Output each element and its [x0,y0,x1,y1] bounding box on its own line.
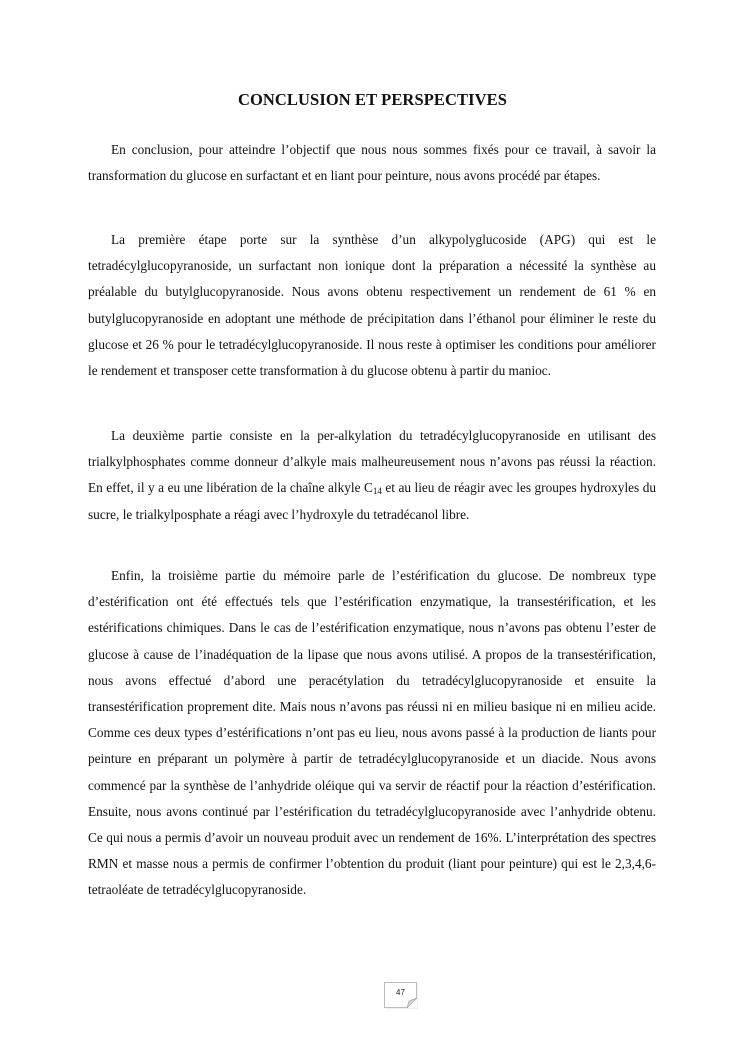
page-curl-icon [407,998,417,1008]
page-title: CONCLUSION ET PERSPECTIVES [237,90,508,109]
carbon-chain-subscript: 14 [372,486,382,497]
paragraph-first-step: La première étape porte sur la synthèse d’un alkypolyglucoside (APG) qui est le tetradécylglucopyranoside, un surfactant non ionique dont la préparation a nécessité la synthèse au préalable du butylglucopyranoside. Nous avons obtenu respectivement un rendement de 61 % en butylglucopyranoside en adoptant une méthode de précipitation dans l’éthanol pour éliminer le reste du glucose et 26 % pour le tetradécylglucopyranoside. Il nous reste à optimiser les conditions pour améliorer le rendement et transposer cette transformation à du glucose obtenu à partir du manioc. [88,232,656,379]
page-number-box [384,982,417,1008]
paragraph-introduction: En conclusion, pour atteindre l’objectif que nous nous sommes fixés pour ce travail, à savoir la transformation du glucose en surfactant et en liant pour peinture, nous avons procédé par étapes. [88,142,656,184]
paragraph-text-before-subscript: La deuxième partie consiste en la per-alkylation du tetradécylglucopyranoside en utilisant des trialkylphosphates comme donneur d’alkyle mais malheureusement nous n’avons pas réussi la réaction. En effet, il y a eu une libération de la chaîne alkyle C [88,428,656,496]
paragraph-second-part [88,423,656,528]
paragraph-third-part: Enfin, la troisième partie du mémoire parle de l’estérification du glucose. De nombreux type d’estérification ont été effectués tels que l’estérification enzymatique, la transestérification, et les estérifications chimiques. Dans le cas de l’estérification enzymatique, nous n’avons pas obtenu l’ester de glucose à cause de l’inadéquation de la lipase que nous avons utilisé. A propos de la transestérification, nous avons effectué d’abord une peracétylation du tetradécylglucopyranoside et ensuite la transestérification proprement dite. Mais nous n’avons pas réussi ni en milieu basique ni en milieu acide. Comme ces deux types d’estérifications n’ont pas eu lieu, nous avons passé à la production de liants pour peinture en préparant un polymère à partir de tetradécylglucopyranoside et un diacide. Nous avons commencé par la synthèse de l’anhydride oléique qui va servir de réactif pour la réaction d’estérification. Ensuite, nous avons continué par l’estérification du tetradécylglucopyranoside avec l’anhydride obtenu. Ce qui nous a permis d’avoir un nouveau produit avec un rendement de 16%. L’interprétation des spectres RMN et masse nous a permis de confirmer l’obtention du produit (liant pour peinture) qui est le 2,3,4,6-tetraoléate de tetradécylglucopyranoside. [88,568,656,898]
page-number: 47 [396,988,405,997]
paragraph-text-after-subscript: et au lieu de réagir avec les groupes hydroxyles du sucre, le trialkylposphate a réagi avec l’hydroxyle du tetradécanol libre. [88,480,656,522]
